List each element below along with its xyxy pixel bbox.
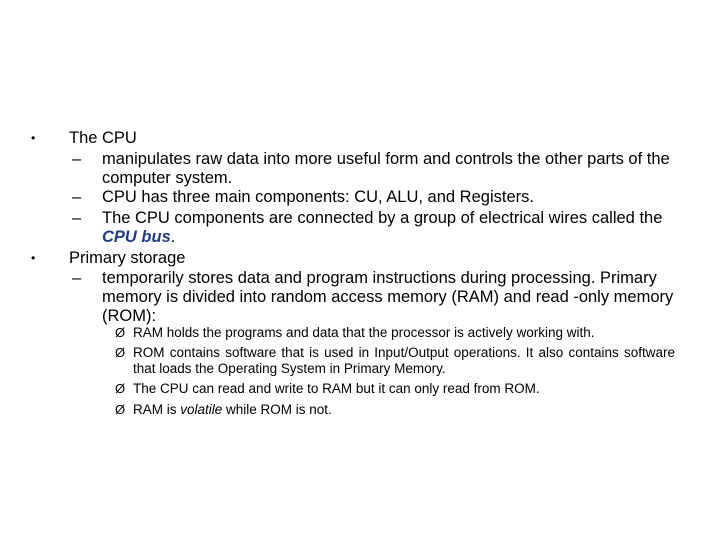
- bullet-marker: •: [31, 131, 36, 145]
- bullet-label: The CPU: [69, 129, 137, 147]
- detail-text: RAM is volatile while ROM is not.: [133, 402, 332, 417]
- sub-item-text: temporarily stores data and program instructions during processing. Primary memory is divided into random access memory (RAM) and read -only memory (ROM):: [102, 269, 674, 325]
- detail-item: [115, 345, 675, 376]
- detail-item: [115, 325, 675, 341]
- arrow-marker: Ø: [115, 402, 126, 417]
- cpu-bus-emphasis: CPU bus: [102, 228, 171, 246]
- dash-marker: –: [72, 188, 82, 206]
- sub-item: [72, 188, 682, 207]
- dash-marker: –: [72, 209, 82, 227]
- sub-item-text: The CPU components are connected by a group of electrical wires called the CPU bus.: [102, 209, 663, 246]
- arrow-marker: Ø: [115, 325, 126, 340]
- sub-item-text: CPU has three main components: CU, ALU, and Registers.: [102, 188, 534, 206]
- detail-text: ROM contains software that is used in Input/Output operations. It also contains software that loads the Operating System in Primary Memory.: [133, 345, 675, 376]
- arrow-marker: Ø: [115, 381, 126, 396]
- detail-item: [115, 381, 675, 397]
- sub-item: [72, 269, 682, 326]
- detail-text: The CPU can read and write to RAM but it can only read from ROM.: [133, 381, 540, 396]
- dash-marker: –: [72, 150, 82, 168]
- sub-item-text: manipulates raw data into more useful form and controls the other parts of the computer system.: [102, 150, 670, 187]
- sub-item: [72, 209, 682, 247]
- bullet-label: Primary storage: [69, 249, 186, 267]
- bullet-marker: •: [31, 251, 36, 265]
- volatile-italic: volatile: [180, 402, 223, 417]
- dash-marker: –: [72, 269, 82, 287]
- arrow-marker: Ø: [115, 345, 126, 360]
- sub-item: [72, 150, 682, 188]
- detail-item: [115, 402, 675, 418]
- detail-text: RAM holds the programs and data that the processor is actively working with.: [133, 325, 595, 340]
